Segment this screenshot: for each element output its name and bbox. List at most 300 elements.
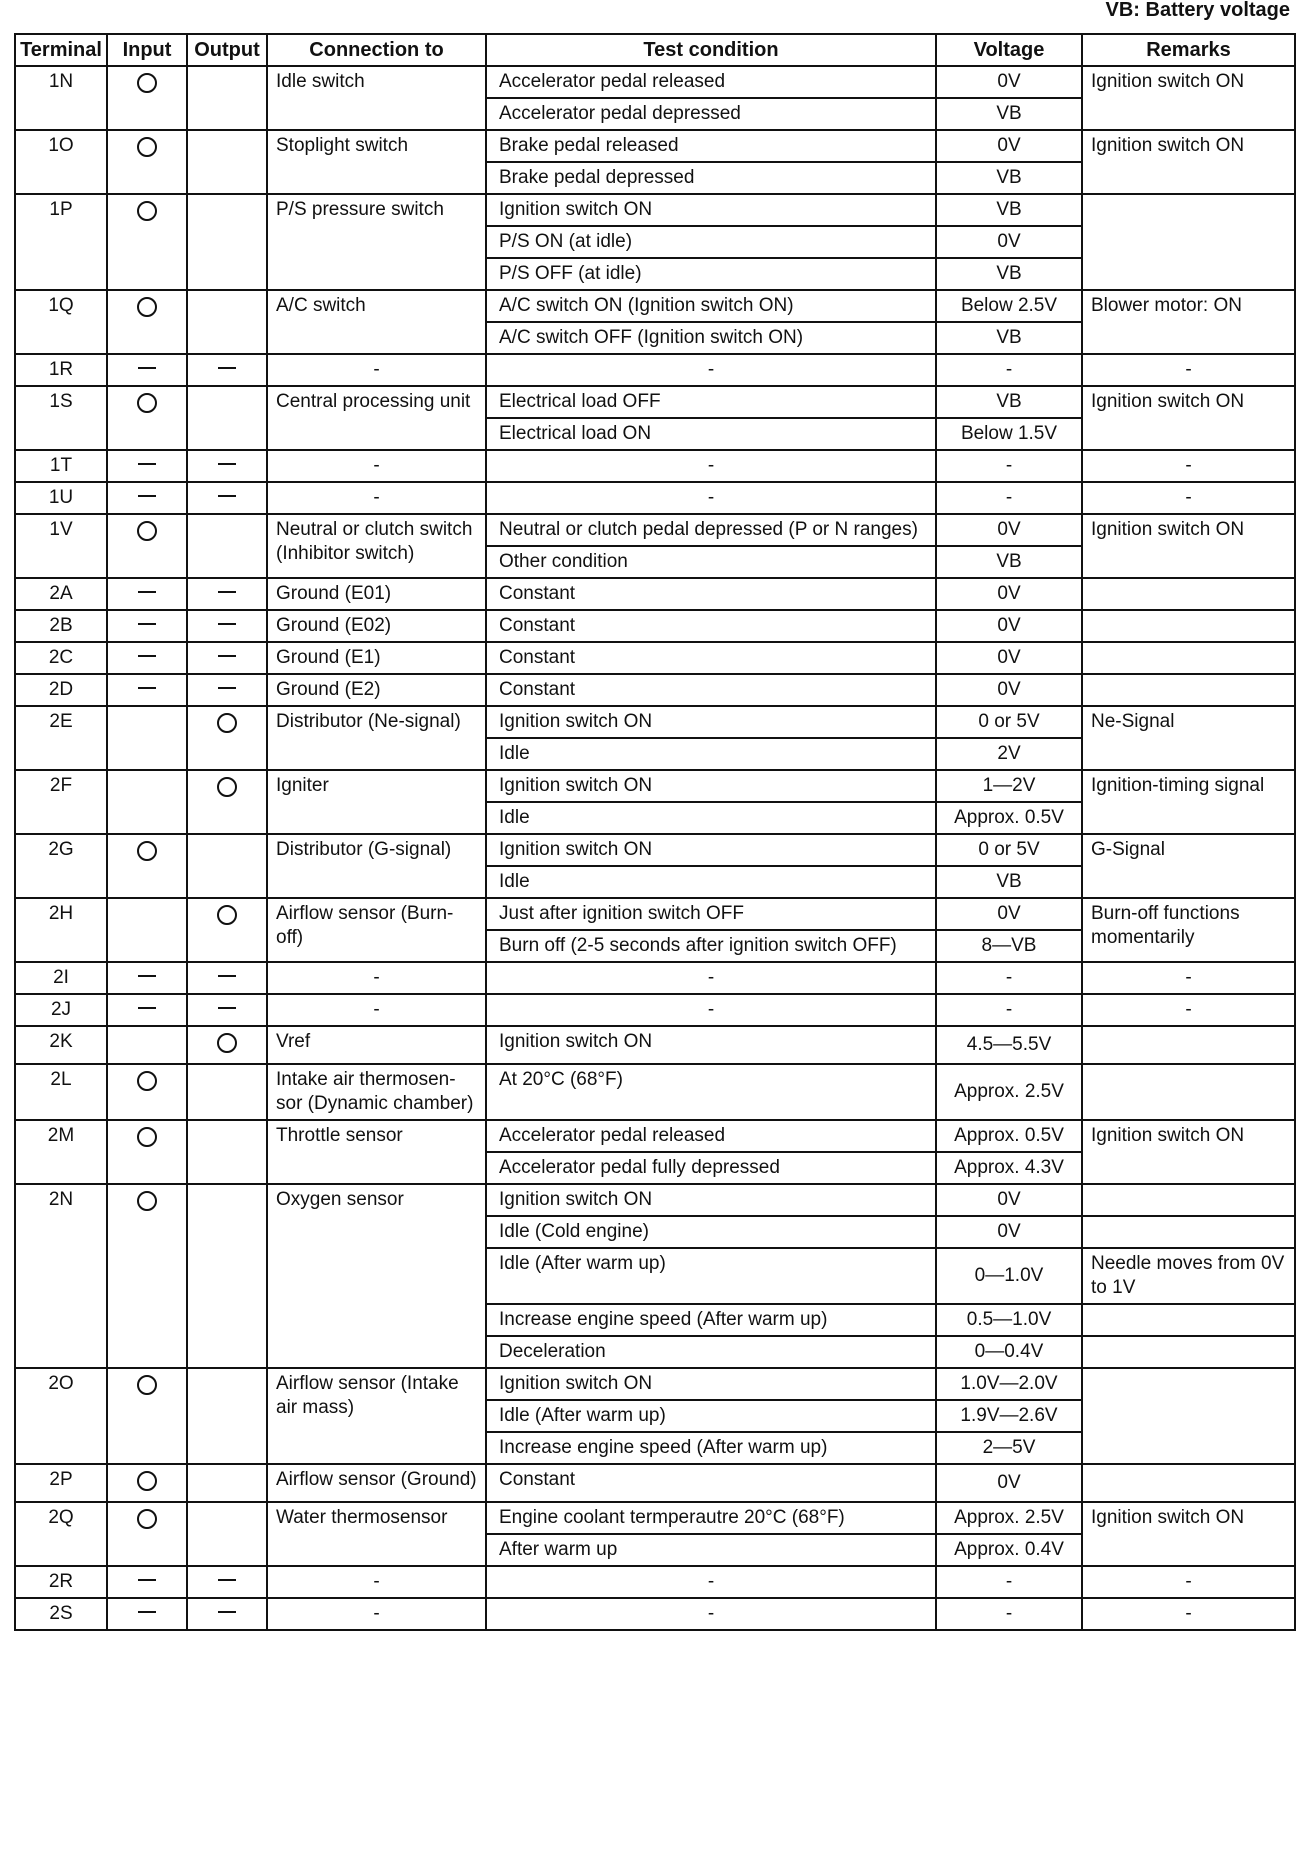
table-row (15, 514, 1295, 546)
voltage-cell: 0 or 5V (936, 834, 1082, 866)
voltage-cell: 0V (936, 898, 1082, 930)
voltage-cell: - (936, 482, 1082, 514)
test-condition-cell: Accelerator pedal depressed (486, 98, 936, 130)
test-condition-cell: Idle (486, 738, 936, 770)
voltage-cell: Below 2.5V (936, 290, 1082, 322)
test-condition-cell: A/C switch ON (Ignition switch ON) (486, 290, 936, 322)
table-row (15, 1184, 1295, 1216)
connection-cell: Central processing unit (267, 386, 486, 450)
voltage-cell: VB (936, 194, 1082, 226)
table-row (15, 898, 1295, 930)
circle-mark-icon (137, 521, 157, 541)
voltage-cell: Approx. 0.4V (936, 1534, 1082, 1566)
remarks-cell (1082, 1064, 1295, 1120)
terminal-cell: 2M (15, 1120, 107, 1184)
connection-cell: Ground (E2) (267, 674, 486, 706)
output-mark-cell (187, 386, 267, 450)
terminal-cell: 2O (15, 1368, 107, 1464)
input-mark-cell (107, 962, 187, 994)
terminal-cell: 2S (15, 1598, 107, 1630)
output-mark-cell (187, 130, 267, 194)
table-row (15, 194, 1295, 226)
test-condition-cell: Constant (486, 674, 936, 706)
output-mark-cell (187, 1120, 267, 1184)
voltage-cell: 0V (936, 226, 1082, 258)
connection-cell: A/C switch (267, 290, 486, 354)
table-body (15, 66, 1295, 1630)
table-row (15, 1026, 1295, 1064)
input-mark-cell (107, 1464, 187, 1502)
voltage-cell: 0V (936, 1216, 1082, 1248)
dash-mark-icon (138, 1007, 156, 1009)
voltage-cell: VB (936, 546, 1082, 578)
table-row (15, 610, 1295, 642)
voltage-cell: 0.5—1.0V (936, 1304, 1082, 1336)
circle-mark-icon (137, 1191, 157, 1211)
test-condition-cell: - (486, 450, 936, 482)
output-mark-cell (187, 194, 267, 290)
terminal-cell: 2A (15, 578, 107, 610)
dash-mark-icon (218, 623, 236, 625)
dash-mark-icon (218, 463, 236, 465)
header-voltage: Voltage (936, 34, 1082, 66)
remarks-cell: Burn-off functions momentarily (1082, 898, 1295, 962)
test-condition-cell: Other condition (486, 546, 936, 578)
output-mark-cell (187, 642, 267, 674)
output-mark-cell (187, 1566, 267, 1598)
voltage-cell: Below 1.5V (936, 418, 1082, 450)
battery-voltage-legend: VB: Battery voltage (1105, 0, 1290, 21)
voltage-cell: 0 or 5V (936, 706, 1082, 738)
terminal-cell: 2E (15, 706, 107, 770)
test-condition-cell: Constant (486, 578, 936, 610)
circle-mark-icon (217, 1033, 237, 1053)
test-condition-cell: Idle (486, 866, 936, 898)
table-row (15, 66, 1295, 98)
terminal-cell: 1T (15, 450, 107, 482)
output-mark-cell (187, 354, 267, 386)
table-row (15, 1598, 1295, 1630)
input-mark-cell (107, 834, 187, 898)
table-row (15, 578, 1295, 610)
circle-mark-icon (217, 777, 237, 797)
test-condition-cell: Electrical load ON (486, 418, 936, 450)
dash-mark-icon (138, 623, 156, 625)
voltage-cell: 4.5—5.5V (936, 1026, 1082, 1064)
remarks-cell: - (1082, 962, 1295, 994)
remarks-cell: - (1082, 994, 1295, 1026)
input-mark-cell (107, 450, 187, 482)
voltage-cell: VB (936, 258, 1082, 290)
remarks-cell (1082, 1216, 1295, 1248)
remarks-cell (1082, 674, 1295, 706)
header-test-condition: Test condition (486, 34, 936, 66)
terminal-voltage-table (14, 33, 1296, 1631)
remarks-cell: - (1082, 450, 1295, 482)
input-mark-cell (107, 1368, 187, 1464)
terminal-cell: 2K (15, 1026, 107, 1064)
table-row (15, 130, 1295, 162)
header-row (15, 34, 1295, 66)
remarks-cell: Ignition switch ON (1082, 130, 1295, 194)
voltage-cell: - (936, 450, 1082, 482)
table-row (15, 1566, 1295, 1598)
remarks-cell: Ne-Signal (1082, 706, 1295, 770)
connection-cell: Idle switch (267, 66, 486, 130)
connection-cell: Ground (E1) (267, 642, 486, 674)
voltage-cell: Approx. 0.5V (936, 1120, 1082, 1152)
voltage-cell: 2V (936, 738, 1082, 770)
output-mark-cell (187, 834, 267, 898)
table-row (15, 354, 1295, 386)
output-mark-cell (187, 1184, 267, 1368)
voltage-cell: 0V (936, 578, 1082, 610)
voltage-cell: VB (936, 98, 1082, 130)
test-condition-cell: Increase engine speed (After warm up) (486, 1432, 936, 1464)
remarks-cell (1082, 610, 1295, 642)
remarks-cell: Ignition switch ON (1082, 1502, 1295, 1566)
connection-cell: Distributor (G-signal) (267, 834, 486, 898)
test-condition-cell: - (486, 1598, 936, 1630)
voltage-cell: - (936, 962, 1082, 994)
voltage-cell: 1—2V (936, 770, 1082, 802)
remarks-cell (1082, 1026, 1295, 1064)
remarks-cell (1082, 1336, 1295, 1368)
remarks-cell (1082, 642, 1295, 674)
dash-mark-icon (138, 463, 156, 465)
input-mark-cell (107, 1064, 187, 1120)
dash-mark-icon (218, 495, 236, 497)
connection-cell: Distributor (Ne-signal) (267, 706, 486, 770)
terminal-cell: 1O (15, 130, 107, 194)
input-mark-cell (107, 578, 187, 610)
input-mark-cell (107, 482, 187, 514)
dash-mark-icon (218, 687, 236, 689)
dash-mark-icon (218, 1579, 236, 1581)
test-condition-cell: Accelerator pedal released (486, 1120, 936, 1152)
output-mark-cell (187, 482, 267, 514)
table-row (15, 482, 1295, 514)
test-condition-cell: Neutral or clutch pedal depressed (P or N ranges) (486, 514, 936, 546)
table-row (15, 962, 1295, 994)
remarks-cell: Ignition switch ON (1082, 66, 1295, 130)
voltage-cell: 1.0V—2.0V (936, 1368, 1082, 1400)
voltage-cell: VB (936, 322, 1082, 354)
terminal-cell: 1R (15, 354, 107, 386)
voltage-cell: VB (936, 386, 1082, 418)
test-condition-cell: - (486, 482, 936, 514)
output-mark-cell (187, 1502, 267, 1566)
test-condition-cell: Ignition switch ON (486, 770, 936, 802)
circle-mark-icon (137, 393, 157, 413)
connection-cell: Throttle sensor (267, 1120, 486, 1184)
output-mark-cell (187, 770, 267, 834)
connection-cell: - (267, 994, 486, 1026)
connection-cell: Airflow sensor (Burn-off) (267, 898, 486, 962)
table-row (15, 290, 1295, 322)
connection-cell: Igniter (267, 770, 486, 834)
connection-cell: P/S pressure switch (267, 194, 486, 290)
output-mark-cell (187, 898, 267, 962)
terminal-cell: 1P (15, 194, 107, 290)
remarks-cell (1082, 1464, 1295, 1502)
dash-mark-icon (138, 495, 156, 497)
dash-mark-icon (218, 367, 236, 369)
dash-mark-icon (218, 975, 236, 977)
circle-mark-icon (137, 137, 157, 157)
output-mark-cell (187, 1368, 267, 1464)
output-mark-cell (187, 1464, 267, 1502)
terminal-cell: 2C (15, 642, 107, 674)
remarks-cell: G-Signal (1082, 834, 1295, 898)
dash-mark-icon (218, 1007, 236, 1009)
test-condition-cell: Engine coolant termperautre 20°C (68°F) (486, 1502, 936, 1534)
connection-cell: - (267, 450, 486, 482)
terminal-cell: 2D (15, 674, 107, 706)
remarks-cell: Needle moves from 0V to 1V (1082, 1248, 1295, 1304)
circle-mark-icon (137, 1071, 157, 1091)
remarks-cell (1082, 1184, 1295, 1216)
table-row (15, 674, 1295, 706)
voltage-cell: Approx. 0.5V (936, 802, 1082, 834)
input-mark-cell (107, 130, 187, 194)
voltage-cell: 0V (936, 1184, 1082, 1216)
terminal-cell: 2G (15, 834, 107, 898)
table-row (15, 1064, 1295, 1120)
circle-mark-icon (137, 1127, 157, 1147)
test-condition-cell: P/S OFF (at idle) (486, 258, 936, 290)
header-input: Input (107, 34, 187, 66)
voltage-cell: - (936, 354, 1082, 386)
voltage-cell: 8—VB (936, 930, 1082, 962)
output-mark-cell (187, 674, 267, 706)
table-row (15, 834, 1295, 866)
connection-cell: Airflow sensor (Ground) (267, 1464, 486, 1502)
remarks-cell: Ignition switch ON (1082, 514, 1295, 578)
test-condition-cell: After warm up (486, 1534, 936, 1566)
test-condition-cell: Ignition switch ON (486, 1026, 936, 1064)
connection-cell: Neutral or clutch switch (Inhibitor switch) (267, 514, 486, 578)
terminal-cell: 1N (15, 66, 107, 130)
terminal-cell: 1V (15, 514, 107, 578)
input-mark-cell (107, 66, 187, 130)
remarks-cell: Ignition switch ON (1082, 386, 1295, 450)
test-condition-cell: At 20°C (68°F) (486, 1064, 936, 1120)
connection-cell: - (267, 962, 486, 994)
voltage-cell: Approx. 2.5V (936, 1064, 1082, 1120)
output-mark-cell (187, 578, 267, 610)
input-mark-cell (107, 994, 187, 1026)
output-mark-cell (187, 994, 267, 1026)
output-mark-cell (187, 706, 267, 770)
terminal-voltage-table-container (14, 33, 1294, 1631)
voltage-cell: 0V (936, 66, 1082, 98)
dash-mark-icon (138, 1611, 156, 1613)
input-mark-cell (107, 770, 187, 834)
input-mark-cell (107, 1566, 187, 1598)
header-terminal: Terminal (15, 34, 107, 66)
test-condition-cell: Just after ignition switch OFF (486, 898, 936, 930)
output-mark-cell (187, 514, 267, 578)
circle-mark-icon (137, 73, 157, 93)
input-mark-cell (107, 674, 187, 706)
connection-cell: Airflow sensor (Intake air mass) (267, 1368, 486, 1464)
terminal-cell: 2L (15, 1064, 107, 1120)
connection-cell: Ground (E02) (267, 610, 486, 642)
voltage-cell: 0V (936, 1464, 1082, 1502)
test-condition-cell: Constant (486, 1464, 936, 1502)
voltage-cell: - (936, 994, 1082, 1026)
circle-mark-icon (137, 1375, 157, 1395)
output-mark-cell (187, 450, 267, 482)
test-condition-cell: Burn off (2-5 seconds after ignition switch OFF) (486, 930, 936, 962)
remarks-cell (1082, 194, 1295, 290)
remarks-cell: Ignition-timing signal (1082, 770, 1295, 834)
test-condition-cell: Constant (486, 642, 936, 674)
input-mark-cell (107, 706, 187, 770)
voltage-cell: 0—0.4V (936, 1336, 1082, 1368)
test-condition-cell: Increase engine speed (After warm up) (486, 1304, 936, 1336)
voltage-cell: Approx. 2.5V (936, 1502, 1082, 1534)
terminal-cell: 2H (15, 898, 107, 962)
terminal-cell: 1U (15, 482, 107, 514)
input-mark-cell (107, 1120, 187, 1184)
connection-cell: Stoplight switch (267, 130, 486, 194)
test-condition-cell: Constant (486, 610, 936, 642)
connection-cell: - (267, 1598, 486, 1630)
connection-cell: - (267, 1566, 486, 1598)
input-mark-cell (107, 354, 187, 386)
remarks-cell: - (1082, 354, 1295, 386)
circle-mark-icon (137, 841, 157, 861)
circle-mark-icon (137, 1509, 157, 1529)
input-mark-cell (107, 610, 187, 642)
dash-mark-icon (138, 975, 156, 977)
remarks-cell (1082, 1368, 1295, 1464)
input-mark-cell (107, 1598, 187, 1630)
terminal-cell: 1S (15, 386, 107, 450)
dash-mark-icon (218, 655, 236, 657)
circle-mark-icon (217, 905, 237, 925)
terminal-cell: 2Q (15, 1502, 107, 1566)
circle-mark-icon (137, 297, 157, 317)
test-condition-cell: Idle (Cold engine) (486, 1216, 936, 1248)
output-mark-cell (187, 610, 267, 642)
input-mark-cell (107, 1026, 187, 1064)
table-row (15, 450, 1295, 482)
table-row (15, 1368, 1295, 1400)
test-condition-cell: Accelerator pedal released (486, 66, 936, 98)
terminal-cell: 2B (15, 610, 107, 642)
table-row (15, 386, 1295, 418)
header-output: Output (187, 34, 267, 66)
voltage-cell: - (936, 1566, 1082, 1598)
test-condition-cell: Idle (486, 802, 936, 834)
terminal-cell: 2N (15, 1184, 107, 1368)
table-row (15, 642, 1295, 674)
dash-mark-icon (138, 367, 156, 369)
test-condition-cell: Ignition switch ON (486, 834, 936, 866)
test-condition-cell: Ignition switch ON (486, 706, 936, 738)
test-condition-cell: Brake pedal released (486, 130, 936, 162)
input-mark-cell (107, 642, 187, 674)
remarks-cell: - (1082, 482, 1295, 514)
table-row (15, 770, 1295, 802)
circle-mark-icon (137, 1471, 157, 1491)
table-row (15, 994, 1295, 1026)
test-condition-cell: Accelerator pedal fully depressed (486, 1152, 936, 1184)
connection-cell: Oxygen sensor (267, 1184, 486, 1368)
table-row (15, 706, 1295, 738)
test-condition-cell: Electrical load OFF (486, 386, 936, 418)
output-mark-cell (187, 962, 267, 994)
connection-cell: Intake air thermosen-sor (Dynamic chamber) (267, 1064, 486, 1120)
dash-mark-icon (138, 591, 156, 593)
circle-mark-icon (217, 713, 237, 733)
voltage-cell: 0—1.0V (936, 1248, 1082, 1304)
remarks-cell: Blower motor: ON (1082, 290, 1295, 354)
voltage-cell: 1.9V—2.6V (936, 1400, 1082, 1432)
output-mark-cell (187, 290, 267, 354)
terminal-cell: 2F (15, 770, 107, 834)
test-condition-cell: Ignition switch ON (486, 194, 936, 226)
input-mark-cell (107, 1502, 187, 1566)
table-row (15, 1120, 1295, 1152)
connection-cell: - (267, 482, 486, 514)
test-condition-cell: P/S ON (at idle) (486, 226, 936, 258)
test-condition-cell: - (486, 962, 936, 994)
test-condition-cell: - (486, 994, 936, 1026)
voltage-cell: 0V (936, 674, 1082, 706)
connection-cell: - (267, 354, 486, 386)
remarks-cell: - (1082, 1566, 1295, 1598)
table-row (15, 1464, 1295, 1502)
terminal-cell: 2R (15, 1566, 107, 1598)
voltage-cell: - (936, 1598, 1082, 1630)
remarks-cell (1082, 1304, 1295, 1336)
remarks-cell: - (1082, 1598, 1295, 1630)
test-condition-cell: - (486, 354, 936, 386)
input-mark-cell (107, 898, 187, 962)
connection-cell: Water thermosensor (267, 1502, 486, 1566)
test-condition-cell: Ignition switch ON (486, 1184, 936, 1216)
voltage-cell: 0V (936, 610, 1082, 642)
input-mark-cell (107, 290, 187, 354)
test-condition-cell: Idle (After warm up) (486, 1400, 936, 1432)
terminal-cell: 1Q (15, 290, 107, 354)
voltage-cell: 0V (936, 642, 1082, 674)
output-mark-cell (187, 1026, 267, 1064)
output-mark-cell (187, 1598, 267, 1630)
remarks-cell (1082, 578, 1295, 610)
voltage-cell: 0V (936, 130, 1082, 162)
test-condition-cell: - (486, 1566, 936, 1598)
dash-mark-icon (138, 655, 156, 657)
input-mark-cell (107, 514, 187, 578)
input-mark-cell (107, 194, 187, 290)
voltage-cell: 2—5V (936, 1432, 1082, 1464)
table-row (15, 1502, 1295, 1534)
terminal-cell: 2P (15, 1464, 107, 1502)
dash-mark-icon (138, 1579, 156, 1581)
circle-mark-icon (137, 201, 157, 221)
test-condition-cell: A/C switch OFF (Ignition switch ON) (486, 322, 936, 354)
connection-cell: Ground (E01) (267, 578, 486, 610)
voltage-cell: Approx. 4.3V (936, 1152, 1082, 1184)
header-remarks: Remarks (1082, 34, 1295, 66)
output-mark-cell (187, 1064, 267, 1120)
voltage-cell: VB (936, 162, 1082, 194)
